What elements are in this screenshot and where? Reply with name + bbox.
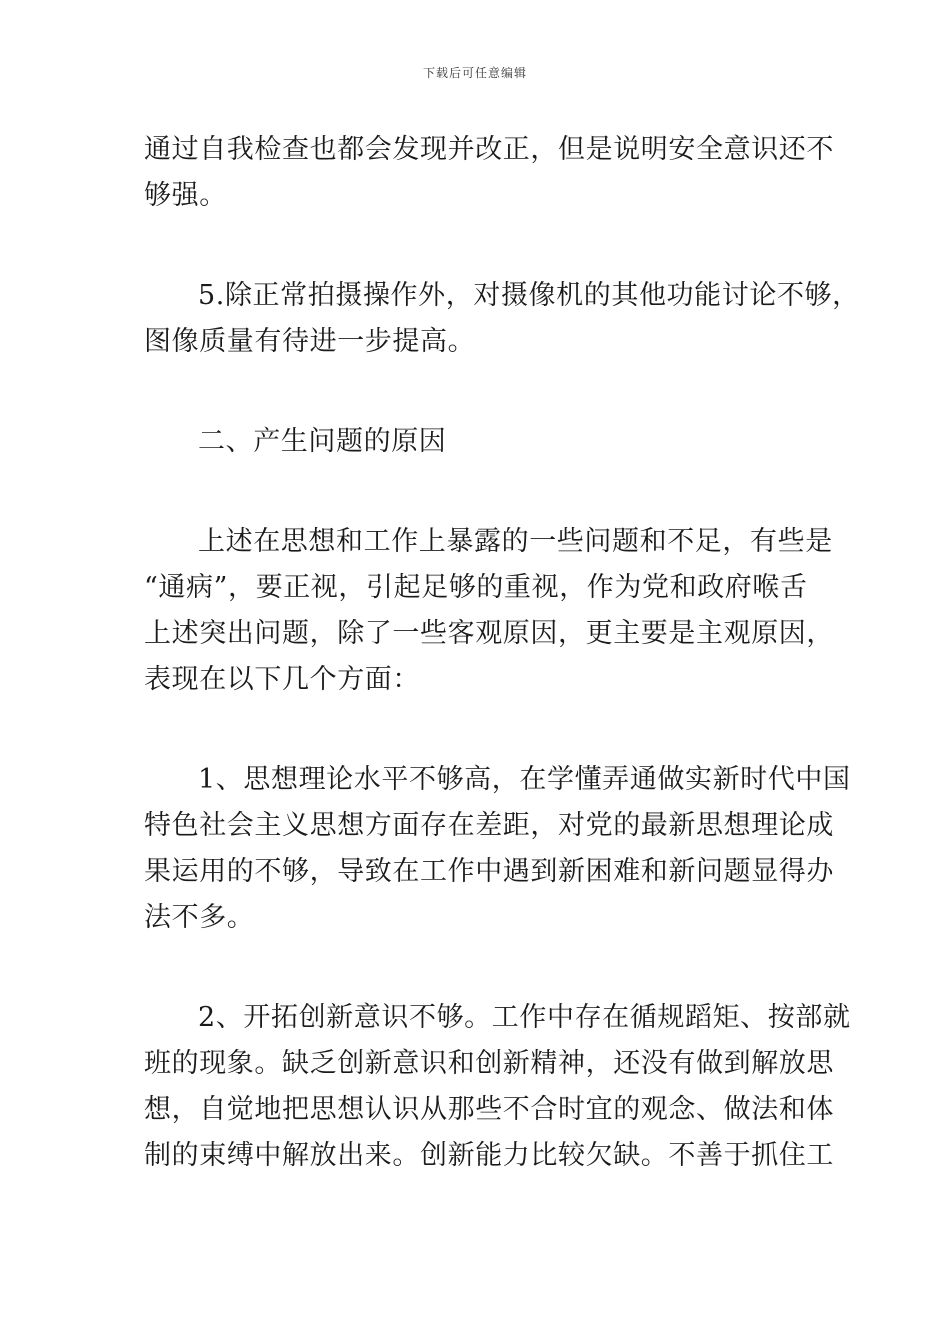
section-heading xyxy=(144,419,824,465)
text-line: 2、开拓创新意识不够。工作中存在循规蹈矩、按部就 xyxy=(198,1002,851,1033)
text-line: “通病”，要正视，引起足够的重视，作为党和政府喉舌 xyxy=(144,572,808,603)
text-line: 上述突出问题，除了一些客观原因，更主要是主观原因， xyxy=(144,618,834,649)
page-header: 下载后可任意编辑 xyxy=(422,66,527,80)
paragraph-gap xyxy=(144,365,824,419)
paragraph-intro xyxy=(144,519,834,703)
text-line: 1、思想理论水平不够高，在学懂弄通做实新时代中国 xyxy=(198,764,851,795)
text-line: 够强。 xyxy=(144,180,227,211)
text-line: 法不多。 xyxy=(144,902,255,933)
text-line: 表现在以下几个方面： xyxy=(144,664,420,695)
paragraph-item-1 xyxy=(144,757,851,941)
document-body xyxy=(144,127,860,1179)
paragraph-item-5 xyxy=(144,273,860,365)
text-line: 图像质量有待进一步提高。 xyxy=(144,326,476,357)
text-line: 特色社会主义思想方面存在差距，对党的最新思想理论成 xyxy=(144,810,834,841)
text-line: 果运用的不够，导致在工作中遇到新困难和新问题显得办 xyxy=(144,856,834,887)
paragraph-gap xyxy=(144,465,824,519)
paragraph-item-2 xyxy=(144,995,851,1179)
text-line: 想，自觉地把思想认识从那些不合时宜的观念、做法和体 xyxy=(144,1094,834,1125)
text-line: 二、产生问题的原因 xyxy=(198,426,447,457)
text-line: 上述在思想和工作上暴露的一些问题和不足，有些是 xyxy=(198,526,833,557)
paragraph-gap xyxy=(144,941,824,995)
text-line: 5.除正常拍摄操作外，对摄像机的其他功能讨论不够， xyxy=(198,280,860,311)
text-line: 班的现象。缺乏创新意识和创新精神，还没有做到解放思 xyxy=(144,1048,834,1079)
text-line: 通过自我检查也都会发现并改正，但是说明安全意识还不 xyxy=(144,134,834,165)
text-line: 制的束缚中解放出来。创新能力比较欠缺。不善于抓住工 xyxy=(144,1140,834,1171)
paragraph-gap xyxy=(144,703,824,757)
paragraph-gap xyxy=(144,219,824,273)
paragraph-continuation xyxy=(144,127,834,219)
